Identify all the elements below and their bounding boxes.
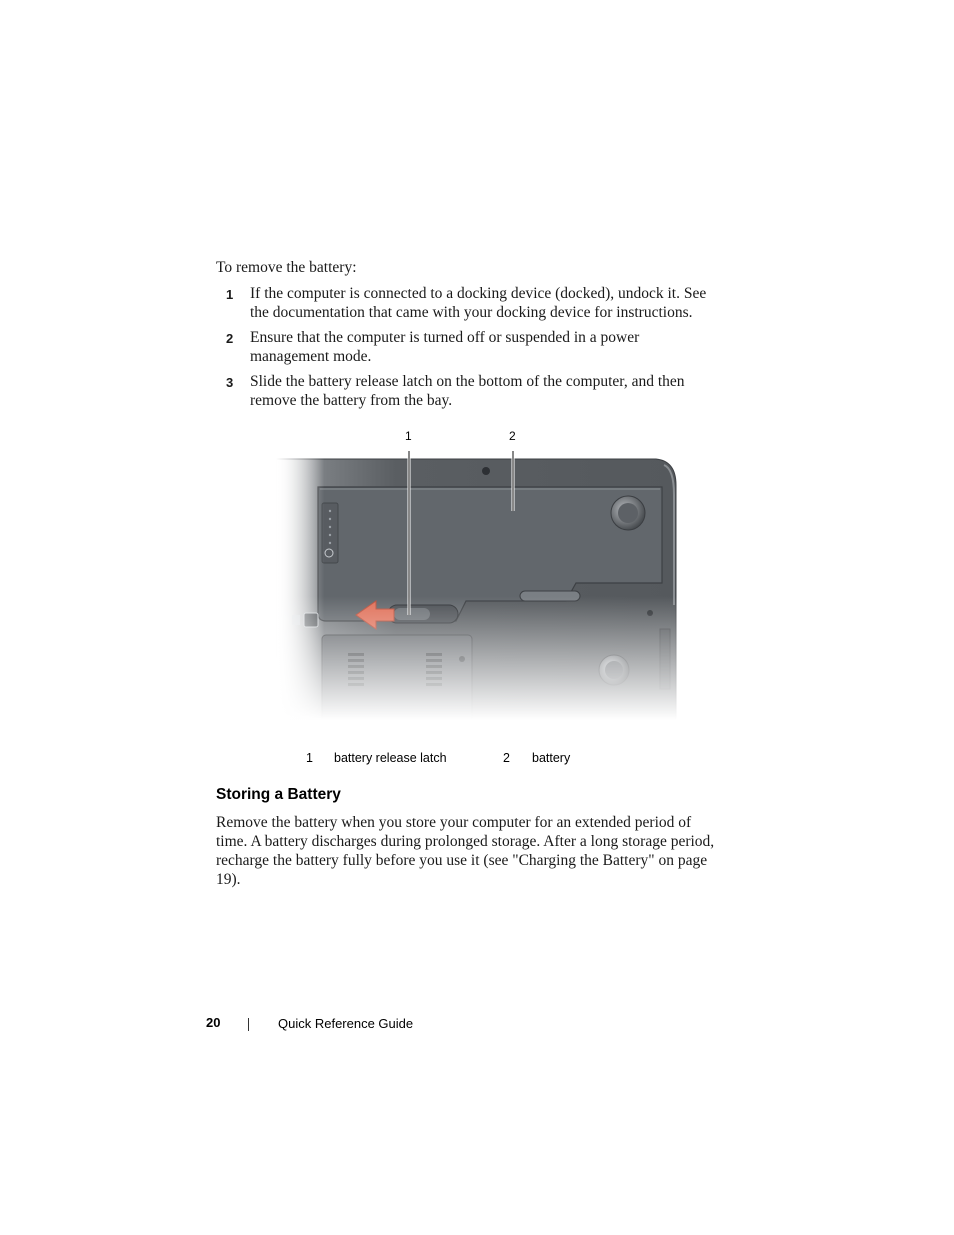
step-number: 2	[226, 331, 234, 346]
intro-text: To remove the battery:	[216, 259, 357, 276]
legend-label: battery	[532, 751, 571, 765]
steps-list	[216, 284, 721, 416]
step-text: If the computer is connected to a docking device (docked), undock it. See the documentation that came with your docking device for instructions.	[250, 285, 707, 321]
laptop-bottom-illustration	[276, 445, 680, 720]
step-number: 3	[226, 375, 234, 390]
step-number: 1	[226, 287, 234, 302]
footer-title: Quick Reference Guide	[278, 1016, 414, 1031]
legend-number: 2	[503, 751, 510, 765]
section-body: Remove the battery when you store your computer for an extended period of time. A battery discharges during prolonged storage. After a long storage period, recharge the battery fully before you use it (see "Charging the Battery" on page 19).	[216, 814, 715, 888]
footer-divider	[248, 1018, 249, 1031]
step-item	[216, 372, 721, 410]
callout-1-label: 1	[405, 429, 412, 443]
step-item	[216, 284, 721, 322]
step-text: Ensure that the computer is turned off or suspended in a power management mode.	[250, 329, 640, 365]
legend-number: 1	[306, 751, 313, 765]
callout-2-label: 2	[509, 429, 516, 443]
step-text: Slide the battery release latch on the bottom of the computer, and then remove the battery from the bay.	[250, 373, 685, 409]
page-number: 20	[206, 1015, 221, 1030]
legend-label: battery release latch	[334, 751, 447, 765]
section-heading: Storing a Battery	[216, 786, 341, 803]
step-item	[216, 328, 721, 366]
